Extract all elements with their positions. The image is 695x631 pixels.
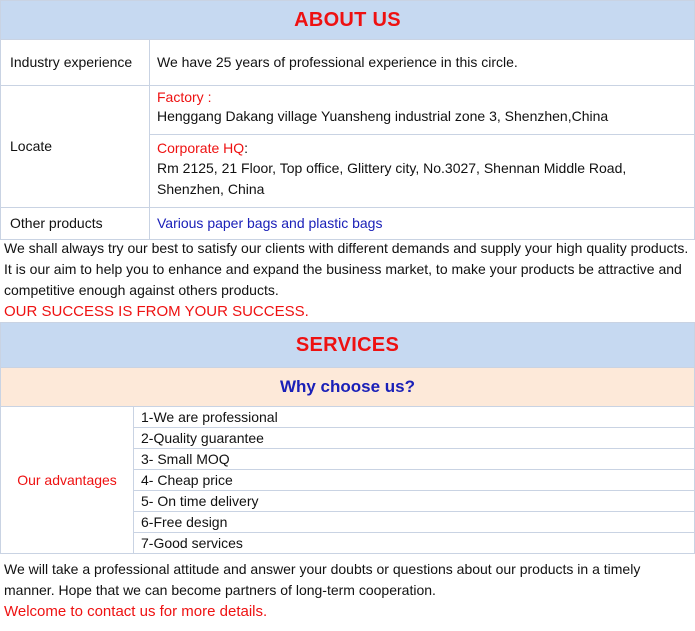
factory-heading: Factory :	[157, 89, 212, 105]
about-us-header	[0, 0, 695, 40]
industry-text: We have 25 years of professional experience in this circle.	[150, 40, 695, 86]
industry-label: Industry experience	[1, 40, 150, 86]
success-slogan: OUR SUCCESS IS FROM YOUR SUCCESS.	[4, 303, 309, 320]
advantage-item: 3- Small MOQ	[134, 449, 695, 470]
advantage-row	[1, 407, 695, 428]
advantage-item: 2-Quality guarantee	[134, 428, 695, 449]
about-paragraph-block	[0, 238, 695, 322]
services-title: SERVICES	[295, 333, 400, 356]
other-products-text: Various paper bags and plastic bags	[150, 208, 695, 240]
advantage-item: 4- Cheap price	[134, 470, 695, 491]
hq-address: Rm 2125, 21 Floor, Top office, Glittery city, No.3027, Shennan Middle Road, Shenzhen, China	[157, 160, 627, 197]
locate-details	[150, 86, 695, 208]
about-us-title: ABOUT US	[294, 8, 401, 31]
advantage-item: 1-We are professional	[134, 407, 695, 428]
other-products-label: Other products	[1, 208, 150, 240]
locate-row	[1, 86, 695, 208]
hq-colon: :	[244, 140, 249, 156]
hq-block	[150, 135, 694, 200]
services-header	[0, 322, 695, 368]
advantages-label: Our advantages	[1, 407, 134, 554]
about-paragraph: We shall always try our best to satisfy our clients with different demands and supply your high quality products. It is our aim to help you to enhance and expand the business market, to make your products be attractive and competitive enough against others products.	[4, 240, 689, 298]
why-choose-header	[0, 367, 695, 407]
services-paragraph-block	[0, 559, 695, 622]
contact-message: Welcome to contact us for more details.	[4, 603, 268, 620]
industry-row	[1, 40, 695, 86]
other-products-row	[1, 208, 695, 240]
hq-heading-line	[157, 139, 687, 158]
services-paragraph: We will take a professional attitude and answer your doubts or questions about our products in a timely manner. Hope that we can become partners of long-term cooperation.	[4, 561, 641, 598]
why-choose-title: Why choose us?	[279, 377, 416, 396]
advantage-item: 6-Free design	[134, 512, 695, 533]
about-us-table	[0, 39, 695, 240]
hq-heading: Corporate HQ	[157, 140, 245, 156]
locate-label: Locate	[1, 86, 150, 208]
advantages-table	[0, 406, 695, 554]
advantage-item: 7-Good services	[134, 533, 695, 554]
factory-block	[150, 86, 694, 135]
factory-address: Henggang Dakang village Yuansheng industrial zone 3, Shenzhen,China	[157, 108, 609, 124]
advantage-item: 5- On time delivery	[134, 491, 695, 512]
